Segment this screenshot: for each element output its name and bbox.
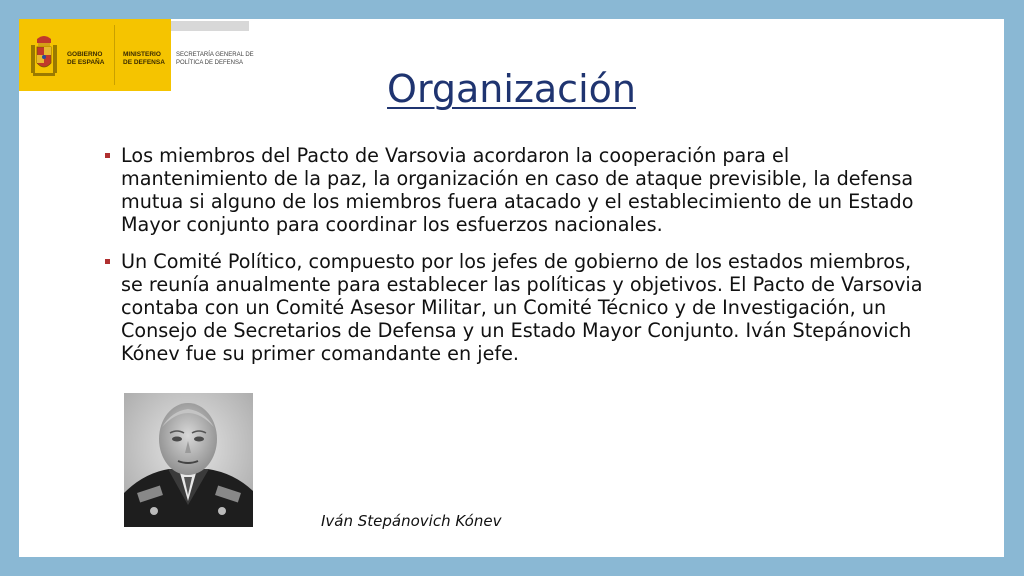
bullet-text: Los miembros del Pacto de Varsovia acordaron la cooperación para el mantenimiento de la paz, la organización en caso de ataque previsible, la defensa mutua si alguno de los miembros fuera atacado y el establecimiento de un Estado Mayor conjunto para coordinar los esfuerzos nacionales. bbox=[121, 144, 914, 236]
portrait-caption: Iván Stepánovich Kónev bbox=[321, 512, 502, 530]
slide-title: Organización bbox=[387, 67, 636, 111]
bullet-marker-icon bbox=[105, 259, 110, 264]
bullet-text: Un Comité Político, compuesto por los jefes de gobierno de los estados miembros, se reunía anualmente para establecer las políticas y objetivos. El Pacto de Varsovia contaba con un Comité Asesor Militar, un Comité Técnico y de Investigación, un Consejo de Secretarios de Defensa y un Estado Mayor Conjunto. Iván Stepánovich Kónev fue su primer comandante en jefe. bbox=[121, 250, 923, 365]
secretariat-name: SECRETARÍA GENERAL DE POLÍTICA DE DEFENSA bbox=[176, 52, 254, 66]
government-name: GOBIERNO DE ESPAÑA bbox=[67, 51, 105, 66]
bullet-list bbox=[103, 144, 933, 379]
header-gray-bar bbox=[171, 21, 249, 31]
ministry-name: MINISTERIO DE DEFENSA bbox=[123, 51, 165, 66]
bullet-item bbox=[103, 144, 933, 236]
slide bbox=[19, 19, 1004, 557]
konev-portrait bbox=[124, 393, 253, 527]
bullet-marker-icon bbox=[105, 153, 110, 158]
bullet-item bbox=[103, 250, 933, 365]
